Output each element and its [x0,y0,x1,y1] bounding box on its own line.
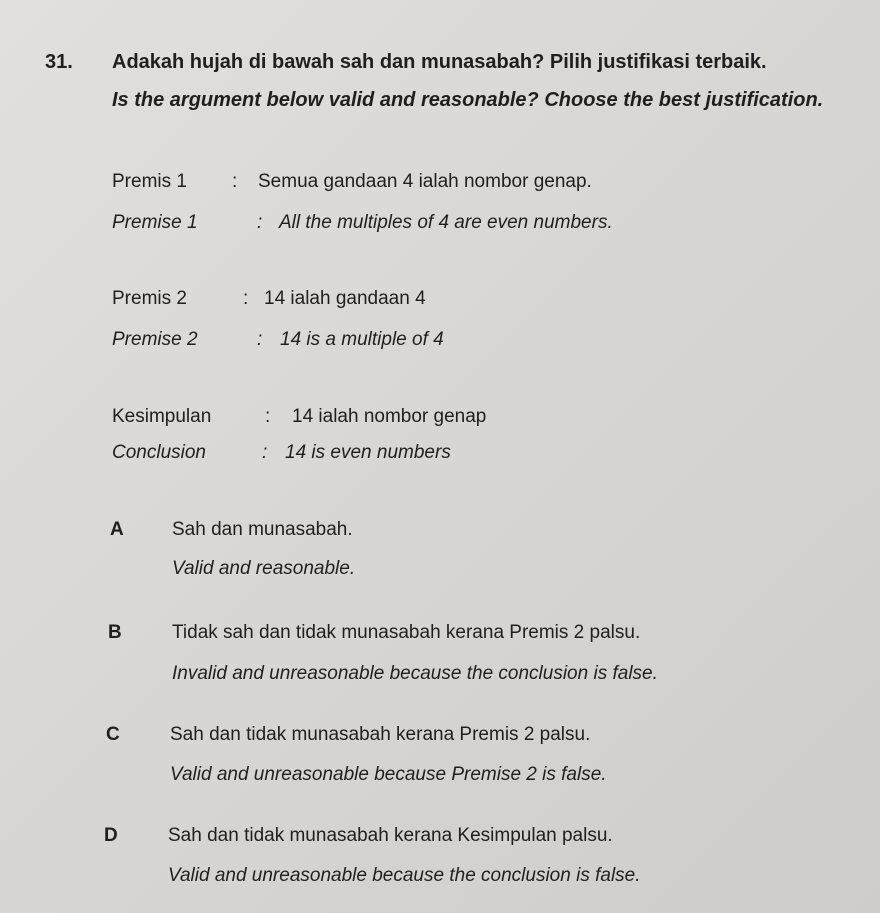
question-number: 31. [45,51,73,73]
question-text-english: Is the argument below valid and reasonable? Choose the best justification. [112,89,824,111]
premise1-text-malay: Semua gandaan 4 ialah nombor genap. [258,171,592,192]
option-b-text-malay: Tidak sah dan tidak munasabah kerana Premis 2 palsu. [172,622,641,643]
premise1-label-english: Premise 1 [112,212,198,233]
option-b-text-english: Invalid and unreasonable because the conclusion is false. [172,663,658,684]
option-a-text-english: Valid and reasonable. [172,558,356,579]
option-d-text-english: Valid and unreasonable because the conclusion is false. [168,865,641,886]
conclusion-text-english: 14 is even numbers [285,442,451,463]
premise1-colon-malay: : [232,171,238,192]
premise2-text-malay: 14 ialah gandaan 4 [264,288,426,309]
option-c-letter: C [106,724,120,745]
premise1-label-malay: Premis 1 [112,171,187,192]
option-d-text-malay: Sah dan tidak munasabah kerana Kesimpulan palsu. [168,825,613,846]
conclusion-colon-malay: : [265,406,271,427]
conclusion-text-malay: 14 ialah nombor genap [292,406,487,427]
option-b-letter: B [108,622,122,643]
premise2-colon-english: : [257,329,263,350]
premise2-colon-malay: : [243,288,249,309]
premise2-text-english: 14 is a multiple of 4 [280,329,444,350]
premise1-text-english: All the multiples of 4 are even numbers. [279,212,613,233]
question-text-malay: Adakah hujah di bawah sah dan munasabah? Pilih justifikasi terbaik. [112,51,767,73]
option-c-text-english: Valid and unreasonable because Premise 2 is false. [170,764,607,785]
conclusion-label-malay: Kesimpulan [112,406,212,427]
option-c-text-malay: Sah dan tidak munasabah kerana Premis 2 palsu. [170,724,591,745]
conclusion-label-english: Conclusion [112,442,206,463]
option-d-letter: D [104,825,118,846]
option-a-text-malay: Sah dan munasabah. [172,519,353,540]
premise1-colon-english: : [257,212,263,233]
premise2-label-malay: Premis 2 [112,288,187,309]
premise2-label-english: Premise 2 [112,329,198,350]
conclusion-colon-english: : [262,442,268,463]
option-a-letter: A [110,519,124,540]
